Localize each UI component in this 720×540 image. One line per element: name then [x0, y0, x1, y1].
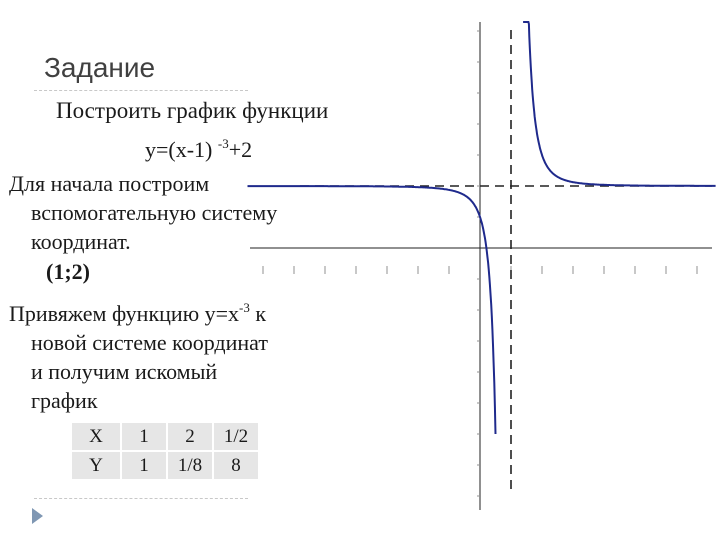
formula-exponent: -3 — [217, 136, 229, 151]
new-origin-point: (1;2) — [46, 259, 90, 284]
paragraph1-line3: координат. — [31, 229, 131, 254]
table-cell: 1/8 — [167, 451, 213, 480]
paragraph2-exponent: -3 — [239, 300, 250, 315]
table-cell: 1 — [121, 451, 167, 480]
slide-title: Задание — [44, 52, 156, 83]
formula-base: y=(x-1) — [145, 137, 213, 162]
asymptotes-layer — [300, 30, 712, 490]
axes-layer — [250, 22, 712, 510]
task-text: Построить график функции — [56, 98, 329, 123]
table-cell: 2 — [167, 422, 213, 451]
table-cell: 8 — [213, 451, 259, 480]
curve-right-branch — [523, 22, 716, 186]
paragraph2-line1-post: к — [249, 301, 267, 326]
paragraph2-line3: и получим искомый — [31, 359, 218, 384]
curve-layer — [248, 22, 716, 434]
paragraph1-line1: Для начала построим — [9, 171, 210, 196]
paragraph2-line2: новой системе координат — [31, 330, 268, 355]
table-cell: 1 — [121, 422, 167, 451]
paragraph2-line1-pre: Привяжем функцию y=x — [9, 301, 240, 326]
table-cell: Y — [71, 451, 121, 480]
curve-left-branch — [248, 186, 496, 434]
paragraph1-line2: вспомогательную систему — [31, 200, 278, 225]
paragraph2-line4: график — [31, 388, 98, 413]
table-cell: 1/2 — [213, 422, 259, 451]
formula-tail: +2 — [228, 137, 253, 162]
table-cell: X — [71, 422, 121, 451]
